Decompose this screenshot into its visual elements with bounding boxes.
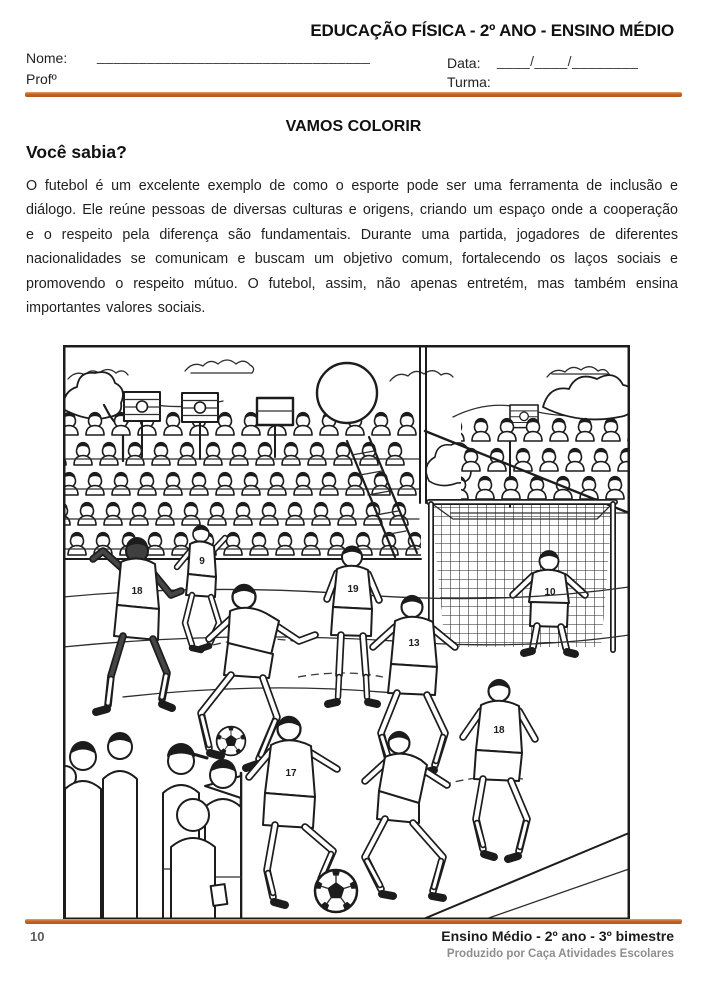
document-title: EDUCAÇÃO FÍSICA - 2º ANO - ENSINO MÉDIO bbox=[310, 21, 674, 40]
svg-text:10: 10 bbox=[544, 587, 556, 598]
coloring-illustration bbox=[63, 345, 630, 920]
svg-text:19: 19 bbox=[347, 584, 359, 595]
date-label: Data: bbox=[447, 55, 481, 71]
activity-title: VAMOS COLORIR bbox=[285, 118, 422, 135]
teacher-label: Profº bbox=[26, 71, 57, 87]
svg-text:9: 9 bbox=[199, 556, 205, 567]
name-blank-line: _________________________________ bbox=[97, 48, 371, 64]
soccer-ball-large bbox=[314, 869, 358, 912]
svg-text:13: 13 bbox=[408, 638, 420, 649]
sun bbox=[317, 363, 377, 423]
name-label: Nome: bbox=[26, 50, 68, 66]
svg-text:18: 18 bbox=[131, 586, 143, 597]
svg-text:18: 18 bbox=[493, 725, 505, 736]
goal bbox=[429, 502, 615, 650]
soccer-ball-small bbox=[216, 726, 246, 755]
date-blank-line: ____/____/________ bbox=[497, 53, 639, 69]
page-number: 10 bbox=[30, 929, 45, 944]
footer-credit: Produzido por Caça Atividades Escolares bbox=[446, 948, 674, 960]
footer-divider-rule bbox=[25, 919, 682, 924]
header-divider-rule bbox=[25, 92, 682, 97]
body-paragraph: O futebol é um excelente exemplo de como o esporte pode ser uma ferramenta de inclusão e diálogo. Ele reúne pessoas de diversas culturas e origens, criando um espaço onde a cooperação e o respeito pela diferença são fundamentais. Durante uma partida, jogadores de diferentes nacionalidades se comunicam e buscam um objetivo comum, fortalecendo os laços sociais e promovendo o respeito mútuo. O futebol, assim, não apenas entretém, mas também ensina importantes valores sociais. bbox=[26, 178, 678, 317]
footer-edition: Ensino Médio - 2º ano - 3º bimestre bbox=[441, 928, 674, 944]
class-label: Turma: bbox=[447, 74, 491, 90]
svg-text:17: 17 bbox=[285, 768, 297, 779]
did-you-know-heading: Você sabia? bbox=[26, 142, 127, 162]
